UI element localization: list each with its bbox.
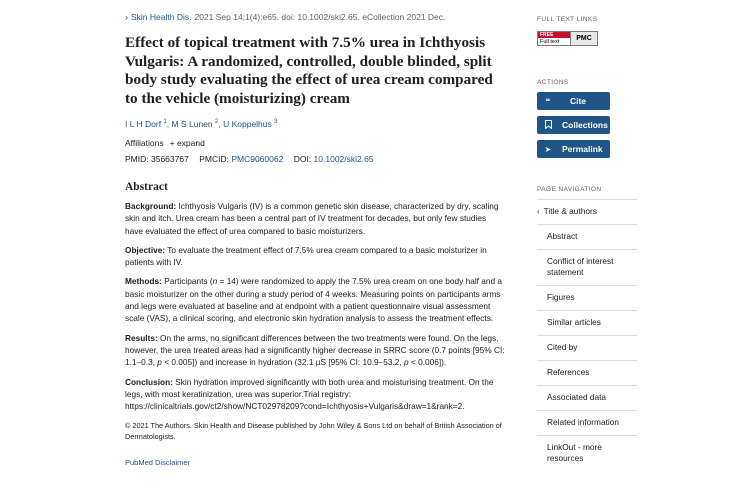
share-icon: ➤: [544, 144, 552, 154]
quote-icon: ❝: [545, 96, 551, 106]
page-navigation: [537, 199, 637, 471]
pmc-full-text-badge[interactable]: [537, 31, 598, 46]
nav-item-abstract[interactable]: Abstract: [537, 224, 637, 249]
abstract-background: Background: Ichthyosis Vulgaris (IV) is a common genetic skin disease, characterized by dry, scaling skin and itch. Urea cream has been a central part of IV treatment for decades, but only few studies have evaluated the effect of urea compared to basic moisturizers.: [125, 201, 499, 236]
nav-item-references[interactable]: References: [537, 360, 637, 385]
chevron-right-icon[interactable]: ›: [125, 12, 128, 22]
nav-item-cited-by[interactable]: Cited by: [537, 335, 637, 360]
chevron-left-icon: ‹: [537, 207, 540, 216]
sidebar: [537, 16, 637, 471]
nav-item-linkout[interactable]: LinkOut - more resources: [537, 435, 637, 471]
affiliations-label: Affiliations: [125, 138, 164, 148]
article-main: [125, 12, 505, 467]
permalink-button[interactable]: ➤ Permalink: [537, 140, 610, 158]
bookmark-icon: [544, 120, 552, 131]
nav-item-conflict[interactable]: Conflict of interest statement: [537, 249, 637, 285]
actions-label: ACTIONS: [537, 79, 569, 86]
pmid-value: 35663767: [151, 154, 189, 164]
pubmed-disclaimer-link[interactable]: PubMed Disclaimer: [125, 458, 191, 468]
nav-item-title-authors[interactable]: ‹ Title & authors: [537, 199, 637, 224]
copyright-notice: © 2021 The Authors. Skin Health and Disease published by John Wiley & Sons Ltd on behalf of British Association of Dermatologists.: [125, 421, 502, 441]
doi-link[interactable]: 10.1002/ski2.65: [313, 154, 374, 164]
expand-toggle[interactable]: + expand: [169, 138, 205, 148]
pmcid-link[interactable]: PMC9060062: [231, 154, 284, 164]
identifiers: PMID: 35663767 PMCID: PMC9060062 DOI: 10.1002/ski2.65: [125, 154, 374, 164]
author-link[interactable]: M S Lunen $^2$: [171, 119, 219, 129]
cite-button[interactable]: ❝ Cite: [537, 92, 610, 110]
plus-icon: +: [169, 138, 175, 148]
abstract-methods: Methods: Participants (n = 14) were randomized to apply the 7.5% urea cream on one body half and a basic moisturizer on the other during a study period of 4 weeks. Measuring points on participants arms and legs were evaluated at baseline and at endpoint with a patient questionnaire visual assessment scale (VAS), a clinical scoring, and electronic skin hydration analysis to assess the treatment effects.: [125, 276, 503, 324]
abstract-heading: Abstract: [125, 181, 168, 193]
author-link[interactable]: I L H Dorf $^1$: [125, 119, 167, 129]
pmc-logo: PMC: [570, 32, 597, 45]
citation-line: [125, 12, 505, 22]
author-link[interactable]: U Koppelhus $^3$: [223, 119, 278, 129]
nav-item-related-information[interactable]: Related information: [537, 410, 637, 435]
author-list: I L H Dorf $^1$, M S Lunen $^2$, U Koppelhus $^3$: [125, 119, 278, 129]
nav-item-similar-articles[interactable]: Similar articles: [537, 310, 637, 335]
citation-details: 2021 Sep 14;1(4):e65. doi: 10.1002/ski2.65. eCollection 2021 Dec.: [194, 12, 446, 22]
article-title: Effect of topical treatment with 7.5% urea in Ichthyosis Vulgaris: A randomized, controlled, double blinded, split body study evaluating the effect of urea cream compared to the vehicle (moisturizing) cream: [125, 34, 493, 107]
abstract-objective: Objective: To evaluate the treatment effect of 7.5% urea cream compared to a basic moisturizer in patients with IV.: [125, 244, 487, 268]
free-tag: FREE: [538, 32, 570, 38]
collections-button[interactable]: Collections: [537, 116, 610, 134]
page-navigation-label: PAGE NAVIGATION: [537, 186, 602, 193]
abstract-conclusion: Conclusion: Skin hydration improved significantly with both urea and moisturising treatment. On the legs, with most keratinization, urea was superior.Trial registry: https://clinicaltrials.gov/ct2/show/NCT02978209?cond=Ichthyosis+Vulgaris&draw=1&rank=2.: [125, 376, 494, 412]
journal-link[interactable]: Skin Health Dis.: [131, 12, 192, 22]
nav-item-figures[interactable]: Figures: [537, 285, 637, 310]
nav-item-associated-data[interactable]: Associated data: [537, 385, 637, 410]
full-text-tag: Full text: [540, 39, 560, 45]
affiliations-toggle[interactable]: [125, 138, 505, 148]
abstract-results: Results: On the arms, no significant differences between the two treatments were found. On the legs, however, the urea treated areas had a significantly higher decrease in SRRC score (0.7 points [95% CI: 1.1–0.3, p < 0.005]) and increase in hydration (32.1 µS [95% CI: 10.9–53.2, p < 0.006]).: [125, 332, 505, 368]
full-text-links-label: FULL TEXT LINKS: [537, 16, 598, 23]
